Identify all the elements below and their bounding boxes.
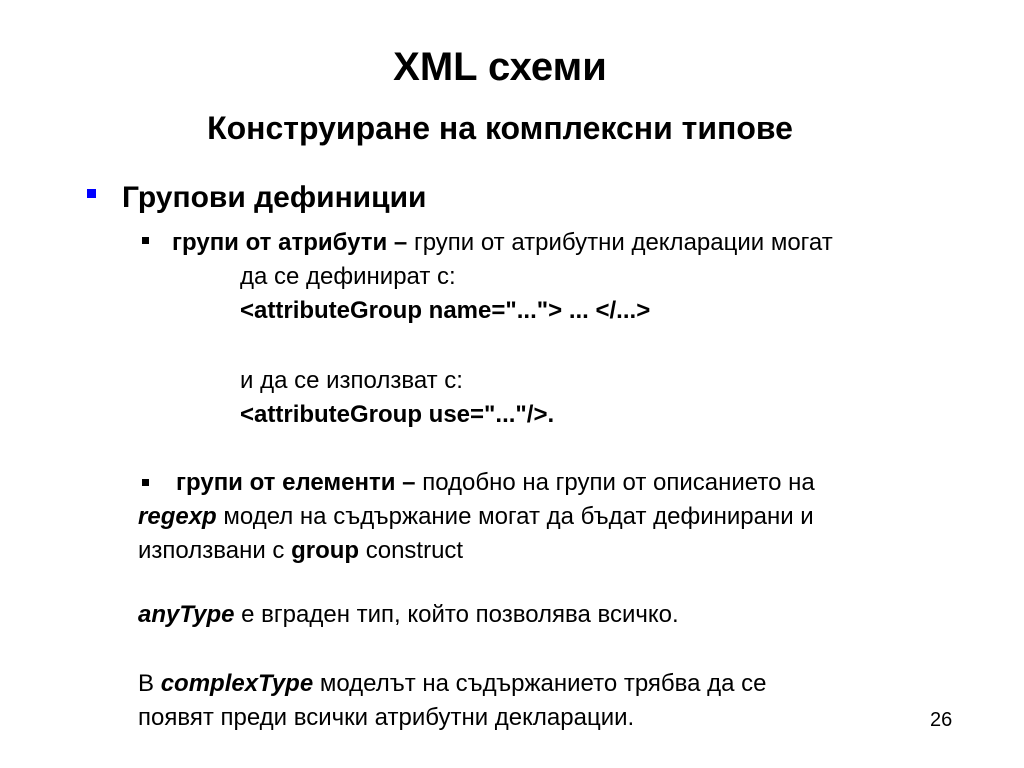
attr-groups-line2: да се дефинират с:: [240, 263, 456, 290]
complextype-prefix: В: [138, 670, 161, 697]
complextype-line2: появят преди всички атрибутни декларации.: [138, 704, 635, 731]
elem-groups-line3: [138, 534, 463, 568]
elem-groups-desc: подобно на групи от описанието на: [415, 469, 815, 496]
square-bullet-icon: [142, 479, 149, 486]
elem-groups-line2-rest: модел на съдържание могат да бъдат дефинирани и: [216, 503, 814, 530]
regexp-term: regexp: [138, 503, 217, 530]
square-bullet-icon: [87, 189, 96, 198]
attr-groups-desc: групи от атрибутни декларации могат: [407, 229, 833, 256]
elem-groups-line2: [138, 500, 814, 534]
slide-subtitle: Конструиране на комплексни типове: [207, 110, 793, 146]
anytype-rest: е вграден тип, който позволява всичко.: [234, 601, 679, 628]
complextype-rest: моделът на съдържанието трябва да се: [313, 670, 767, 697]
attr-groups-term: групи от атрибути –: [172, 229, 408, 256]
anytype-term: anyType: [138, 601, 235, 628]
attr-groups-code1: <attributeGroup name="..."> ... </...>: [240, 297, 651, 324]
bullet-heading: Групови дефиниции: [122, 181, 427, 214]
slide-number: 26: [930, 709, 953, 731]
elem-groups-line3-start: използвани с: [138, 537, 292, 564]
elem-groups-line1: [176, 466, 815, 500]
attr-groups-line1: [172, 226, 833, 260]
group-term: group: [291, 537, 360, 564]
anytype-line: [138, 598, 679, 632]
attr-groups-line4: и да се използват с:: [240, 367, 463, 394]
square-bullet-icon: [142, 237, 149, 244]
slide-title: XML схеми: [393, 45, 607, 89]
elem-groups-term: групи от елементи –: [176, 469, 416, 496]
complextype-line1: [138, 667, 767, 701]
complextype-term: complexType: [160, 670, 314, 697]
attr-groups-code2: <attributeGroup use="..."/>.: [240, 401, 555, 428]
elem-groups-line3-end: construct: [359, 537, 464, 564]
